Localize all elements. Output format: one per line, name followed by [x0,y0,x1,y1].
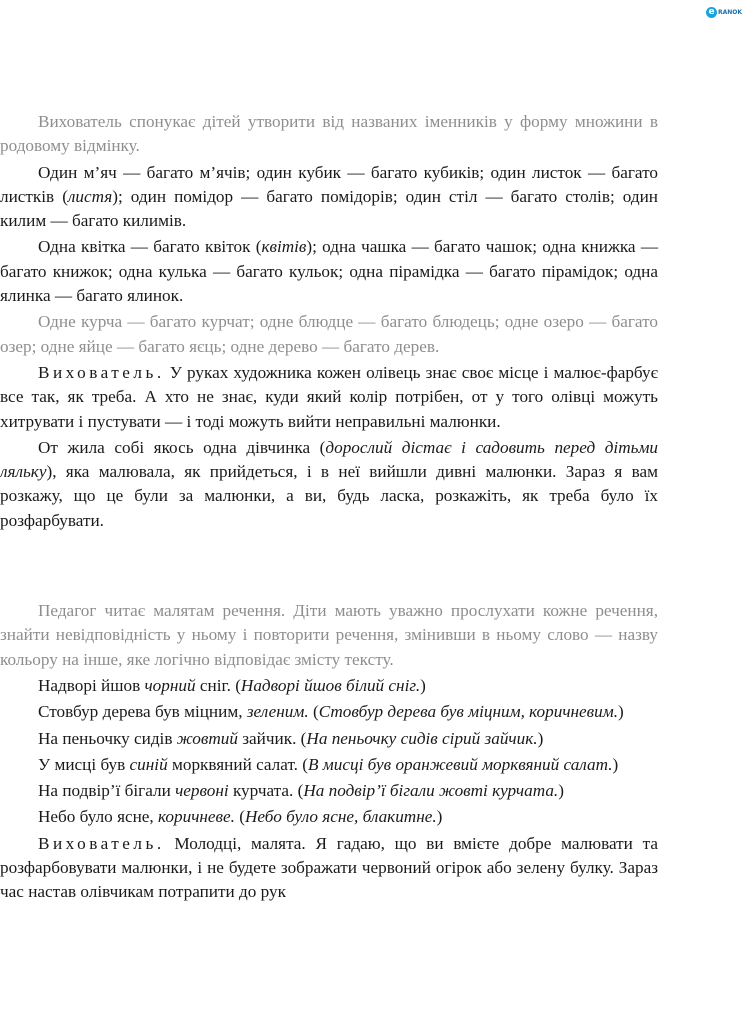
teacher-speech-2: Вихователь. Молодці, малята. Я гадаю, що ви вмієте добре малювати та розфарбовувати малюнки, і не будете зображати червоний огірок або зелену булку. Зараз час настав олівчикам потрапити до рук [0,833,658,902]
teacher-speech-1: Вихователь. У руках художника кожен олівець знає своє місце і малює-фарбує все так, як треба. А хто не знає, куди який колір потрібен, от у того олівці можуть хитрувати і пустувати — і тоді можуть вийти неправильні малюнки. [0,362,658,431]
page-text [0,110,658,905]
example-plural-3: Одне курча — багато курчат; одне блюдце — багато блюдець; одне озеро — багато озер; одне яйце — багато яєць; одне дерево — багато дерев. [0,312,658,356]
story-paragraph: От жила собі якось одна дівчинка (дорослий дістає і садовить перед дітьми ляльку), яка малювала, як прийдеться, і в неї вийшли дивні малюнки. Зараз я вам розкажу, що це були за малюнки, а ви, будь ласка, розкажіть, як треба було їх розфарбувати. [0,437,659,530]
example-plural-1: Один м’яч — багато м’ячів; один кубик — багато кубиків; один листок — багато листків (листя); один помідор — багато помідорів; один стіл — багато столів; один килим — багато килимів. [0,162,658,231]
speaker-label: Вихователь. [38,362,165,382]
section2-intro: Педагог читає малятам речення. Діти мають уважно прослухати кожне речення, знайти невідповідність у ньому і повторити речення, змінивши в ньому слово — назву кольору на інше, яке логічно відповідає змісту тексту. [0,601,658,669]
sentence-3: На пеньочку сидів жовтий зайчик. (На пеньочку сидів сірий зайчик.) [38,728,544,748]
sentence-1: Надворі йшов чорний сніг. (Надворі йшов білий сніг.) [38,675,426,695]
sentence-4: У мисці був синій морквяний салат. (В мисці був оранжевий морквяний салат.) [38,754,619,774]
logo-mark: e [706,7,717,18]
section1-intro: Вихователь спонукає дітей утворити від названих іменників у форму множини в родовому відмінку. [0,112,658,156]
speaker-label: Вихователь. [38,833,165,853]
sentence-6: Небо було ясне, коричневе. (Небо було ясне, блакитне.) [38,807,443,827]
section-gap [0,533,658,599]
sentence-2: Стовбур дерева був міцним, зеленим. (Стовбур дерева був міцним, коричневим.) [38,702,624,722]
publisher-logo [706,5,746,19]
example-plural-2: Одна квітка — багато квіток (квітів); одна чашка — багато чашок; одна книжка — багато книжок; одна кулька — багато кульок; одна пірамідка — багато пірамідок; одна ялинка — багато ялинок. [0,237,659,306]
sentence-5: На подвір’ї бігали червоні курчата. (На подвір’ї бігали жовті курчата.) [38,781,564,801]
logo-text: RANOK [718,8,743,16]
